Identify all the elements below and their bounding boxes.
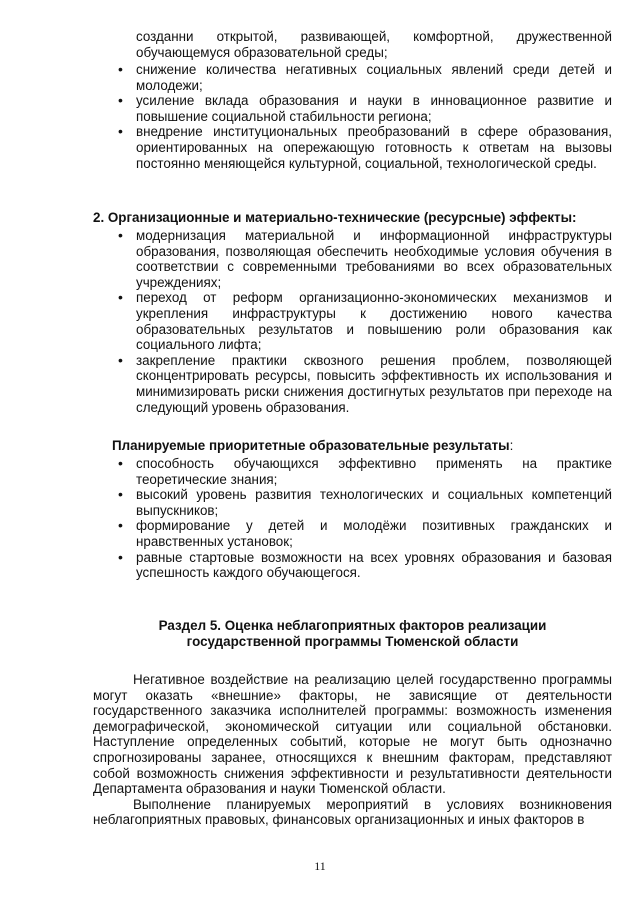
list-item: • способность обучающихся эффективно применять на практике теоретические знания;	[112, 456, 612, 487]
intro-continuation-text: созданни открытой, развивающей, комфортной, дружественной обучающемуся образовательной среды;	[136, 29, 612, 60]
list-item: • снижение количества негативных социальных явлений среди детей и молодежи;	[112, 62, 612, 93]
list-item: • усиление вклада образования и науки в инновационное развитие и повышение социальной стабильности региона;	[112, 93, 612, 124]
list-item: • модернизация материальной и информационной инфраструктуры образования, позволяющая обеспечить необходимые условия обучения в соответствии с современными требованиями во всех образовательных учреждениях;	[112, 228, 612, 290]
paragraph: Выполнение планируемых мероприятий в условиях возникновения неблагоприятных правовых, финансовых организационных и иных факторов в	[93, 796, 612, 828]
bullet-list-priorities	[112, 456, 612, 581]
section2-heading: 2. Организационные и материально-технические (ресурсные) эффекты:	[93, 210, 577, 225]
page-number: 11	[314, 859, 326, 873]
section5-title-line1: Раздел 5. Оценка неблагоприятных факторов реализации	[158, 618, 547, 633]
list-item: • внедрение институциональных преобразований в сфере образования, ориентированных на опережающую готовность к ответам на вызовы постоянно меняющейся культурной, социальной, технологической среды.	[112, 124, 612, 171]
intro-continuation	[136, 29, 612, 60]
list-item: • переход от реформ организационно-экономических механизмов и укрепления инфраструктуры к достижению нового качества образовательных результатов и повышению роли образования как социального лифта;	[112, 290, 612, 352]
section5-title	[93, 618, 612, 649]
section5-title-line2: государственной программы Тюменской области	[186, 633, 519, 649]
list-item: • формирование у детей и молодёжи позитивных гражданских и нравственных установок;	[112, 518, 612, 549]
list-item: • равные стартовые возможности на всех уровнях образования и базовая успешность каждого обучающегося.	[112, 550, 612, 581]
section5-body	[93, 672, 612, 828]
priorities-heading: Планируемые приоритетные образовательные результаты:	[112, 438, 514, 453]
list-item: • закрепление практики сквозного решения проблем, позволяющей сконцентрировать ресурсы, повысить эффективность их использования и минимизировать риски снижения достигнутых результатов при переходе на следующий уровень образования.	[112, 353, 612, 415]
list-item: • высокий уровень развития технологических и социальных компетенций выпускников;	[112, 487, 612, 518]
paragraph: Негативное воздействие на реализацию целей государственно программы могут оказать «внешние» факторы, не зависящие от деятельности государственного заказчика исполнителей программы: возможность изменения демографической, экономической ситуации или социальной обстановки. Наступление определенных событий, которые не могут быть однозначно спрогнозированы заранее, относящихся к внешним факторам, представляют собой возможность снижения эффективности и результативности деятельности Департамента образования и науки Тюменской области.	[93, 672, 612, 797]
bullet-list-organizational	[112, 228, 612, 415]
bullet-list-results	[112, 62, 612, 171]
